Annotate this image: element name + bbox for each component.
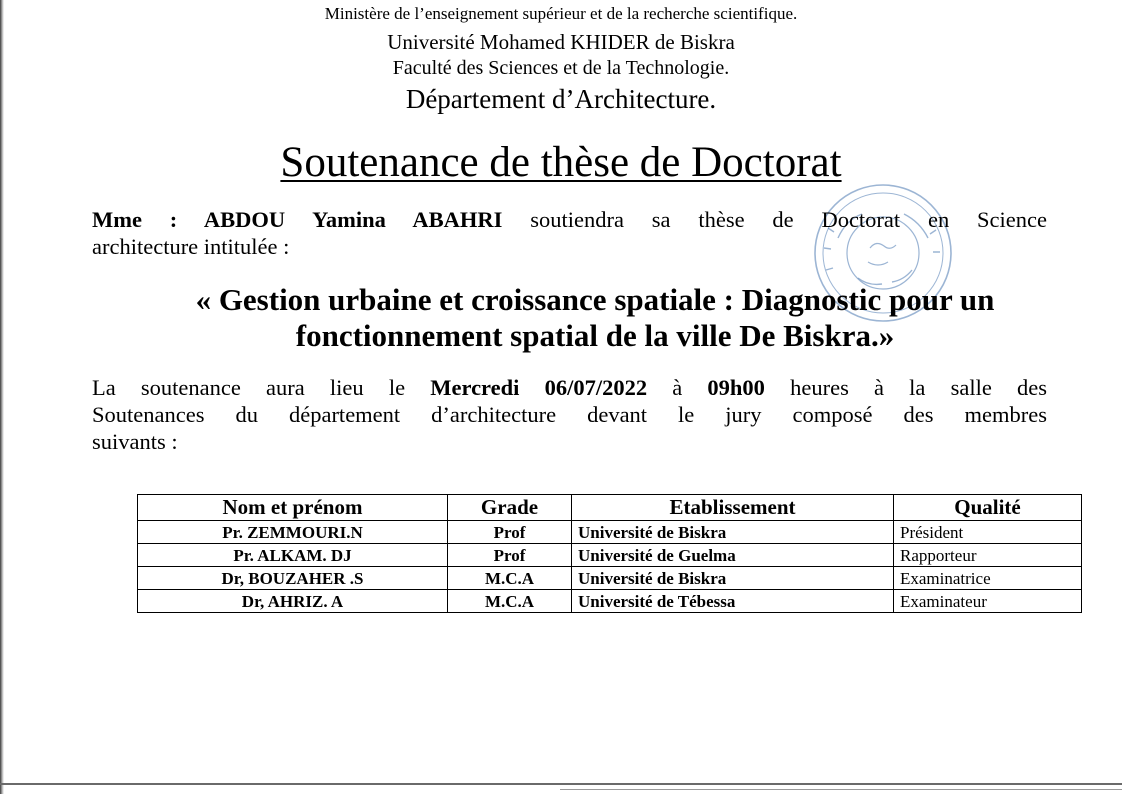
- jury-member-institution: Université de Guelma: [572, 544, 894, 567]
- candidate-line-1: [92, 206, 1047, 233]
- schedule-line-1: [92, 374, 1047, 401]
- col-header-role: Qualité: [894, 495, 1082, 521]
- department-line: Département d’Architecture.: [405, 84, 717, 114]
- jury-table: [137, 494, 1082, 613]
- schedule-line-3: suivants :: [92, 429, 178, 454]
- table-row: [138, 567, 1082, 590]
- university-line: Université Mohamed KHIDER de Biskra: [387, 30, 735, 54]
- jury-member-role: Président: [894, 521, 1082, 544]
- schedule-text-1: La soutenance aura lieu le: [92, 375, 431, 400]
- jury-member-name: Pr. ZEMMOURI.N: [138, 521, 448, 544]
- jury-member-grade: Prof: [448, 544, 572, 567]
- scan-edge-bottom: [0, 783, 1122, 785]
- candidate-line-1-text: soutiendra sa thèse de Doctorat en Science: [502, 207, 1047, 232]
- table-row: [138, 544, 1082, 567]
- jury-member-name: Dr, BOUZAHER .S: [138, 567, 448, 590]
- thesis-title-line-1: « Gestion urbaine et croissance spatiale : Diagnostic pour un: [195, 282, 995, 317]
- schedule-line-2: Soutenances du département d’architecture devant le jury composé des membres: [92, 402, 1047, 427]
- jury-member-institution: Université de Biskra: [572, 521, 894, 544]
- jury-table-header-row: [138, 495, 1082, 521]
- candidate-line-2: architecture intitulée :: [92, 234, 290, 259]
- jury-member-grade: M.C.A: [448, 567, 572, 590]
- col-header-grade: Grade: [448, 495, 572, 521]
- col-header-name: Nom et prénom: [138, 495, 448, 521]
- ministry-line: Ministère de l’enseignement supérieur et de la recherche scientifique.: [324, 4, 798, 23]
- schedule-text-3: heures à la salle des: [764, 375, 1047, 400]
- candidate-name: Mme : ABDOU Yamina ABAHRI: [92, 207, 503, 232]
- thesis-title: [140, 282, 1050, 354]
- jury-member-role: Examinatrice: [894, 567, 1082, 590]
- col-header-institution: Etablissement: [572, 495, 894, 521]
- table-row: [138, 521, 1082, 544]
- defense-time: 09h00: [707, 375, 765, 400]
- jury-member-name: Pr. ALKAM. DJ: [138, 544, 448, 567]
- jury-member-role: Rapporteur: [894, 544, 1082, 567]
- schedule-paragraph: [92, 374, 1047, 455]
- scan-edge-bottom-right: [560, 789, 1122, 790]
- table-row: [138, 590, 1082, 613]
- jury-member-grade: Prof: [448, 521, 572, 544]
- page-title: Soutenance de thèse de Doctorat: [280, 139, 842, 186]
- schedule-text-2: à: [647, 375, 708, 400]
- defense-date: Mercredi 06/07/2022: [430, 375, 648, 400]
- scan-edge-left: [0, 0, 4, 794]
- jury-member-name: Dr, AHRIZ. A: [138, 590, 448, 613]
- jury-member-institution: Université de Tébessa: [572, 590, 894, 613]
- candidate-paragraph: [92, 206, 1047, 260]
- jury-member-grade: M.C.A: [448, 590, 572, 613]
- faculty-line: Faculté des Sciences et de la Technologie.: [392, 57, 730, 79]
- jury-member-role: Examinateur: [894, 590, 1082, 613]
- thesis-title-line-2: fonctionnement spatial de la ville De Biskra.»: [295, 318, 895, 353]
- jury-member-institution: Université de Biskra: [572, 567, 894, 590]
